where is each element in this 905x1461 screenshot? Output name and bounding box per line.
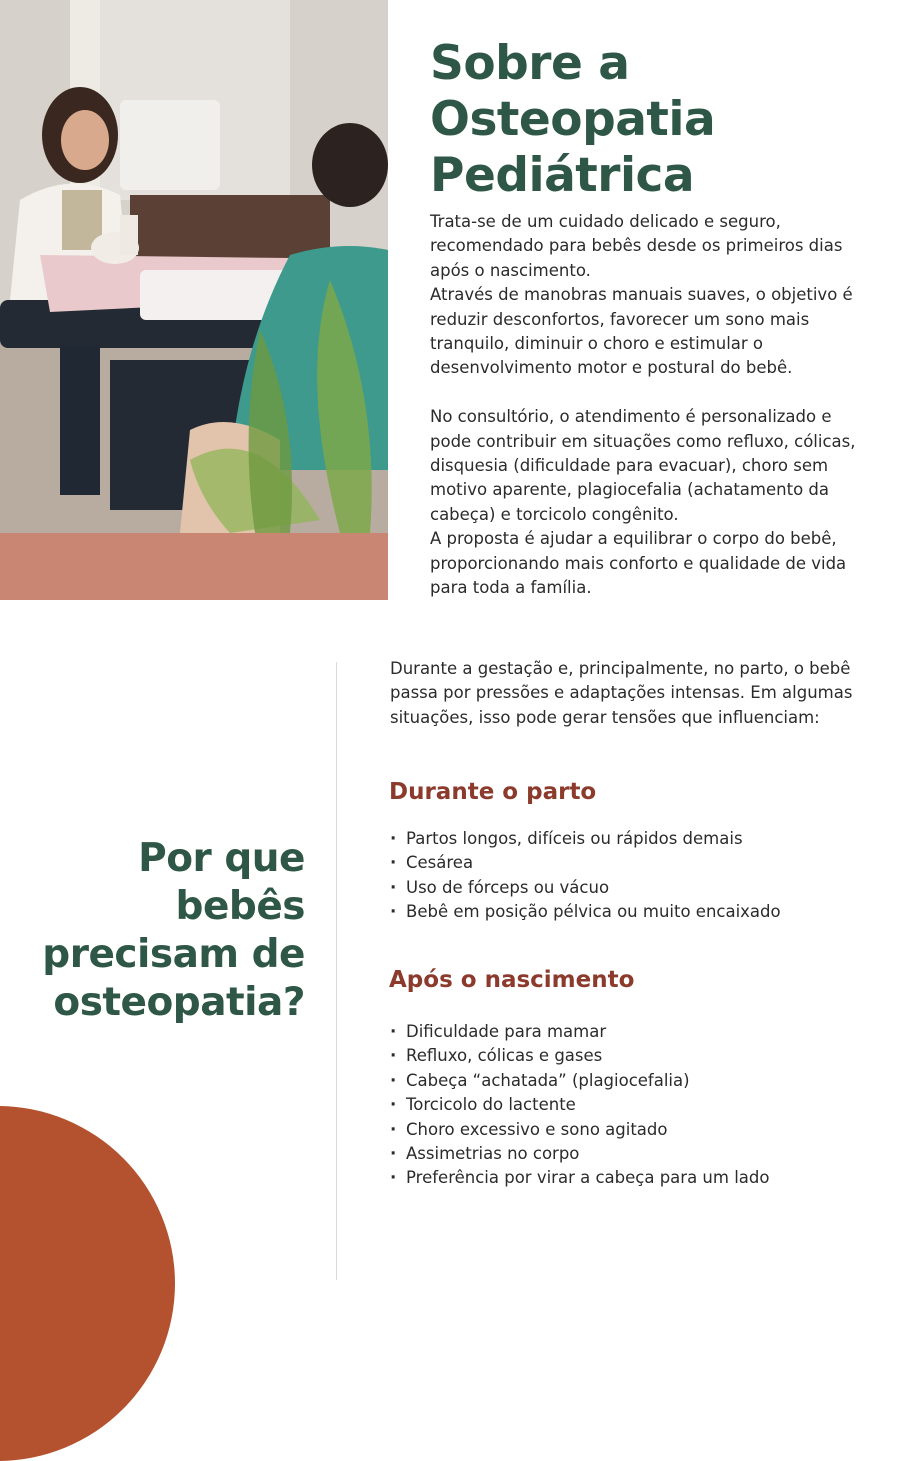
about-paragraph-4: A proposta é ajudar a equilibrar o corpo do bebê, proporcionando mais conforto e qualidade de vida para toda a família.: [430, 529, 847, 598]
about-paragraph-2: Através de manobras manuais suaves, o objetivo é reduzir desconfortos, favorecer um sono mais tranquilo, diminuir o choro e estimular o desenvolvimento motor e postural do bebê.: [430, 285, 853, 378]
consultation-illustration: [0, 0, 388, 533]
list-item: · Assimetrias no corpo: [390, 1142, 880, 1166]
why-intro: Durante a gestação e, principalmente, no parto, o bebê passa por pressões e adaptações intensas. Em algumas situações, isso pode gerar tensões que influenciam:: [390, 659, 853, 727]
after-birth-list: [390, 1020, 880, 1191]
about-paragraph-1: Trata-se de um cuidado delicado e seguro, recomendado para bebês desde os primeiros dias após o nascimento.: [430, 212, 843, 280]
decorative-circle: [0, 1106, 175, 1461]
list-item: · Uso de fórceps ou vácuo: [390, 876, 880, 900]
during-birth-list: [390, 827, 880, 925]
list-item: · Bebê em posição pélvica ou muito encaixado: [390, 900, 880, 924]
list-item: · Partos longos, difíceis ou rápidos demais: [390, 827, 880, 851]
during-birth-title: Durante o parto: [389, 779, 597, 805]
after-birth-title: Após o nascimento: [389, 967, 635, 993]
about-body: [430, 210, 870, 600]
hero-photo: [0, 0, 388, 533]
about-paragraph-3: No consultório, o atendimento é personalizado e pode contribuir em situações como refluxo, cólicas, disquesia (dificuldade para evacuar), choro sem motivo aparente, plagiocefalia (achatamento da cabeça) e torcicolo congênito.: [430, 407, 856, 524]
list-item: · Torcicolo do lactente: [390, 1093, 880, 1117]
list-item: · Cesárea: [390, 851, 880, 875]
list-item: · Choro excessivo e sono agitado: [390, 1118, 880, 1142]
photo-accent-band: [0, 533, 388, 600]
list-item: · Preferência por virar a cabeça para um lado: [390, 1166, 880, 1190]
list-item: · Dificuldade para mamar: [390, 1020, 880, 1044]
vertical-divider: [336, 662, 337, 1280]
list-item: · Refluxo, cólicas e gases: [390, 1044, 880, 1068]
about-title: Sobre a Osteopatia Pediátrica: [430, 36, 716, 203]
list-item: · Cabeça “achatada” (plagiocefalia): [390, 1069, 880, 1093]
why-title: Por que bebês precisam de osteopatia?: [42, 836, 305, 1025]
